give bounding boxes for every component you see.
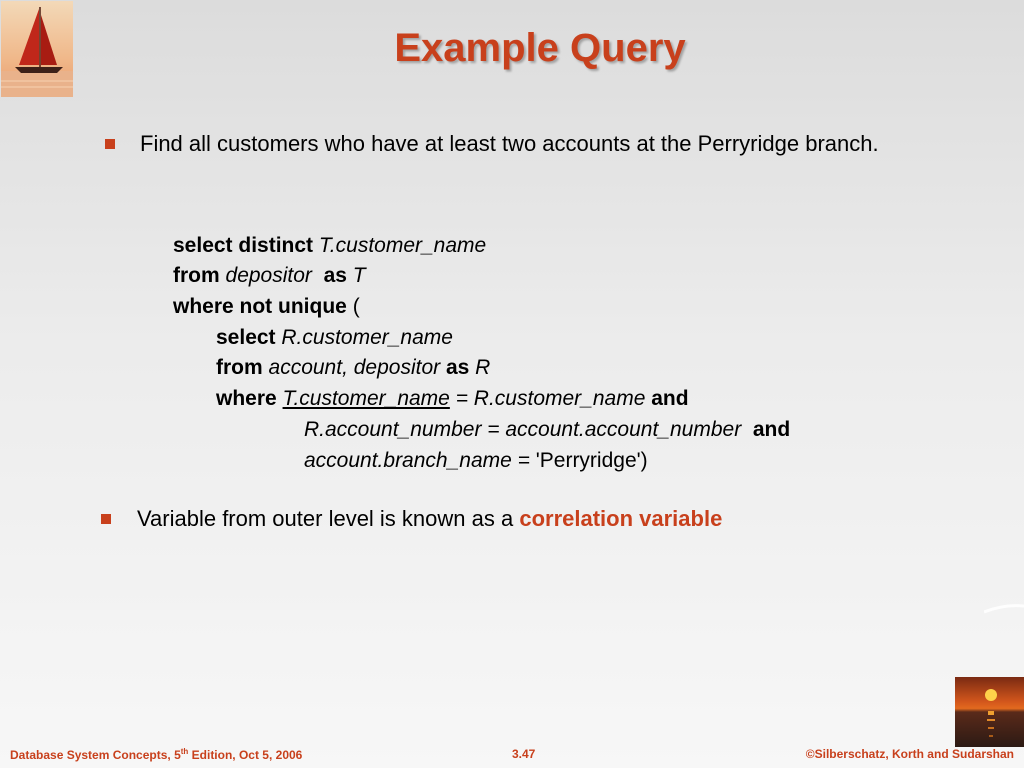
keyword: select distinct [173, 234, 314, 257]
square-bullet-icon [101, 514, 111, 524]
identifier: R.customer_name [281, 326, 453, 349]
keyword: and [651, 387, 689, 410]
identifier: T.customer_name [318, 234, 487, 257]
bullet-text-2 [137, 504, 722, 534]
footer-book-title: Database System Concepts, 5 [10, 748, 181, 762]
identifier: R.account_number = account.account_number [304, 418, 742, 441]
code-line-7 [304, 416, 790, 444]
keyword: from [173, 264, 220, 287]
keyword: as [445, 356, 470, 379]
footer-copyright: ©Silberschatz, Korth and Sudarshan [805, 747, 1014, 761]
identifier: = R.customer_name [455, 387, 646, 410]
footer-edition-date: Edition, Oct 5, 2006 [188, 748, 303, 762]
correlation-variable-highlight: correlation variable [519, 506, 723, 531]
decorative-swoosh [984, 600, 1024, 620]
keyword: where not unique [173, 295, 347, 318]
sunset-image [955, 677, 1024, 747]
code-line-2 [173, 262, 366, 290]
identifier: account.branch_name = [304, 449, 530, 472]
identifier: depositor [225, 264, 312, 287]
square-bullet-icon [105, 139, 115, 149]
keyword: where [216, 387, 277, 410]
identifier: T [352, 264, 366, 287]
identifier: R [475, 356, 491, 379]
code-line-5 [216, 354, 490, 382]
code-text: 'Perryridge') [535, 449, 648, 472]
keyword: select [216, 326, 276, 349]
code-line-1 [173, 232, 486, 260]
identifier: account, depositor [268, 356, 441, 379]
code-line-4 [216, 324, 453, 352]
code-line-3 [173, 293, 360, 321]
keyword: as [323, 264, 347, 287]
code-line-8 [304, 447, 648, 475]
code-text: ( [352, 295, 360, 318]
footer-edition-sup: th [180, 747, 189, 756]
code-line-6 [216, 385, 689, 413]
bullet-text-1: Find all customers who have at least two accounts at the Perryridge branch. [140, 131, 879, 156]
slide-title: Example Query [394, 26, 686, 70]
keyword: from [216, 356, 263, 379]
footer-book-info [10, 747, 302, 762]
identifier-underlined: T.customer_name [282, 387, 450, 410]
bullet-2-prefix: Variable from outer level is known as a [137, 506, 514, 531]
keyword: and [752, 418, 791, 441]
slide-footer [0, 747, 1024, 768]
footer-slide-number: 3.47 [512, 747, 536, 761]
